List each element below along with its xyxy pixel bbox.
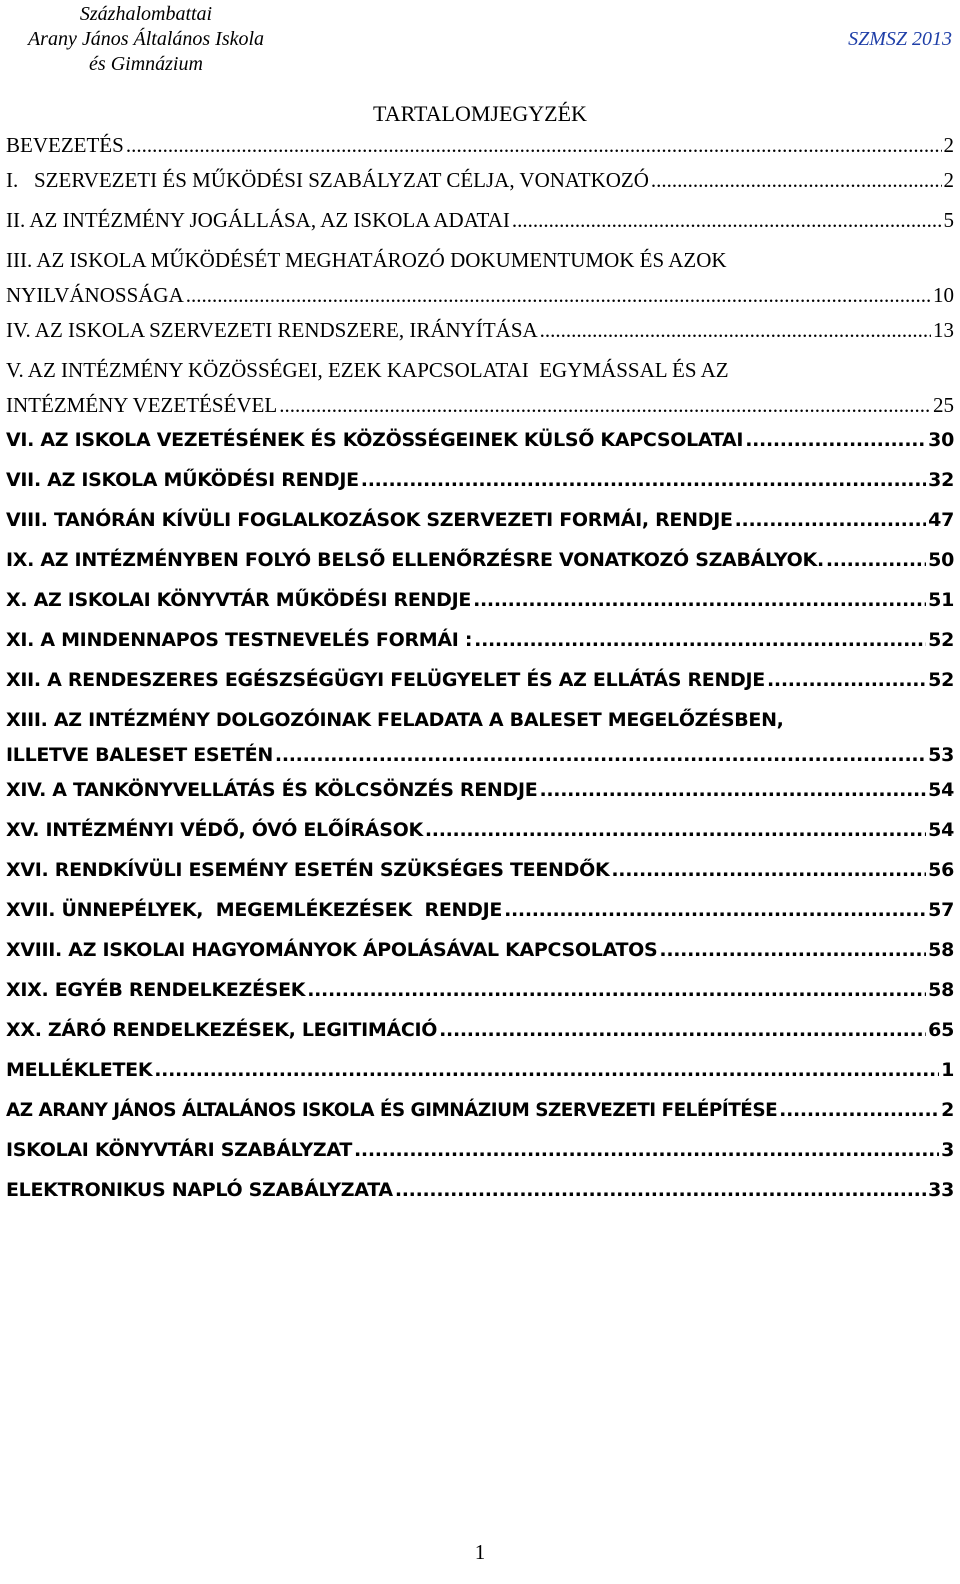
toc-entry-title: X. AZ ISKOLAI KÖNYVTÁR MŰKÖDÉSI RENDJE: [6, 589, 472, 611]
school-name-line3: és Gimnázium: [89, 53, 203, 75]
leader-dots: [354, 1130, 939, 1170]
toc-entry-page: 56: [928, 859, 954, 881]
page-number: 1: [474, 1540, 486, 1564]
toc-entry-page: 58: [928, 939, 954, 961]
toc-entry-page: 33: [928, 1179, 954, 1201]
toc-entry-xi[interactable]: [6, 620, 954, 660]
toc-entry-xx[interactable]: [6, 1010, 954, 1050]
toc-entry-xvii[interactable]: [6, 890, 954, 930]
toc-entry-xvi[interactable]: [6, 850, 954, 890]
toc-entry-title: II. AZ INTÉZMÉNY JOGÁLLÁSA, AZ ISKOLA ADATAI: [6, 208, 510, 232]
toc-entry-page: 1: [941, 1059, 954, 1081]
toc-entry-iii[interactable]: [6, 240, 954, 310]
toc-entry-page: 2: [941, 1099, 954, 1121]
toc-entry-title: MELLÉKLETEK: [6, 1059, 153, 1081]
page-header: [0, 0, 960, 80]
leader-dots: [767, 660, 926, 700]
toc-entry-xviii[interactable]: [6, 930, 954, 970]
toc-entry-title: IV. AZ ISKOLA SZERVEZETI RENDSZERE, IRÁNYÍTÁSA: [6, 318, 538, 342]
toc-entry-title: VII. AZ ISKOLA MŰKÖDÉSI RENDJE: [6, 469, 359, 491]
toc-entry-xiv[interactable]: [6, 770, 954, 810]
toc-entry-page: 2: [943, 168, 954, 192]
toc-entry-vii[interactable]: [6, 460, 954, 500]
toc-entry-vi[interactable]: [6, 420, 954, 460]
table-of-contents: [6, 130, 954, 1210]
leader-dots: [154, 1050, 939, 1090]
toc-entry-iv[interactable]: [6, 310, 954, 350]
school-name-line2: Arany János Általános Iskola: [27, 28, 265, 50]
toc-entry-ii[interactable]: [6, 200, 954, 240]
toc-entry-page: 52: [928, 669, 954, 691]
toc-entry-page: 50: [928, 549, 954, 571]
toc-entry-title: XII. A RENDESZERES EGÉSZSÉGÜGYI FELÜGYELET ÉS AZ ELLÁTÁS RENDJE: [6, 669, 765, 691]
toc-entry-page: 25: [933, 393, 954, 417]
toc-entry-szervezeti-felepites[interactable]: [6, 1090, 954, 1130]
toc-entry-title: V. AZ INTÉZMÉNY KÖZÖSSÉGEI, EZEK KAPCSOLATAI EGYMÁSSAL ÉS AZ: [6, 358, 729, 382]
leader-dots: [126, 130, 942, 160]
school-name-block: [6, 2, 286, 77]
toc-entry-title: XIX. EGYÉB RENDELKEZÉSEK: [6, 979, 306, 1001]
leader-dots: [651, 160, 942, 200]
document-code: SZMSZ 2013: [848, 28, 952, 50]
toc-entry-page: 5: [943, 208, 954, 232]
toc-entry-viii[interactable]: [6, 500, 954, 540]
toc-entry-page: 2: [943, 133, 954, 157]
toc-entry-title-cont: ILLETVE BALESET ESETÉN: [6, 744, 273, 766]
toc-entry-page: 32: [928, 469, 954, 491]
toc-entry-title: BEVEZETÉS: [6, 133, 124, 157]
leader-dots: [540, 310, 931, 350]
leader-dots: [826, 540, 926, 580]
toc-entry-page: 3: [941, 1139, 954, 1161]
toc-entry-page: 53: [928, 744, 954, 766]
leader-dots: [279, 390, 931, 420]
toc-entry-xii[interactable]: [6, 660, 954, 700]
toc-entry-page: 52: [928, 629, 954, 651]
toc-entry-page: 57: [928, 899, 954, 921]
leader-dots: [361, 460, 926, 500]
toc-entry-mellekletek[interactable]: [6, 1050, 954, 1090]
leader-dots: [735, 500, 927, 540]
toc-entry-title: XVI. RENDKÍVÜLI ESEMÉNY ESETÉN SZÜKSÉGES TEENDŐK: [6, 859, 610, 881]
toc-entry-i[interactable]: [6, 160, 954, 200]
toc-entry-title: I. SZERVEZETI ÉS MŰKÖDÉSI SZABÁLYZAT CÉLJA, VONATKOZÓ: [6, 168, 649, 192]
toc-entry-page: 30: [928, 429, 954, 451]
leader-dots: [611, 850, 926, 890]
toc-entry-page: 54: [928, 819, 954, 841]
toc-entry-title: XVIII. AZ ISKOLAI HAGYOMÁNYOK ÁPOLÁSÁVAL KAPCSOLATOS: [6, 939, 658, 961]
leader-dots: [186, 280, 931, 310]
toc-entry-page: 54: [928, 779, 954, 801]
leader-dots: [473, 580, 926, 620]
toc-entry-page: 58: [928, 979, 954, 1001]
toc-entry-v[interactable]: [6, 350, 954, 420]
leader-dots: [745, 420, 926, 460]
leader-dots: [659, 930, 926, 970]
toc-entry-title: XIV. A TANKÖNYVELLÁTÁS ÉS KÖLCSÖNZÉS RENDJE: [6, 779, 538, 801]
toc-title: TARTALOMJEGYZÉK: [373, 101, 587, 126]
toc-entry-ix[interactable]: [6, 540, 954, 580]
toc-entry-xiii[interactable]: [6, 700, 954, 770]
toc-entry-page: 65: [928, 1019, 954, 1041]
toc-entry-page: 10: [933, 283, 954, 307]
leader-dots: [275, 740, 926, 770]
leader-dots: [439, 1010, 926, 1050]
toc-entry-page: 51: [928, 589, 954, 611]
toc-entry-title: AZ ARANY JÁNOS ÁLTALÁNOS ISKOLA ÉS GIMNÁZIUM SZERVEZETI FELÉPÍTÉSE: [6, 1100, 778, 1121]
toc-entry-title: XVII. ÜNNEPÉLYEK, MEGEMLÉKEZÉSEK RENDJE: [6, 899, 503, 921]
toc-entry-title-cont: INTÉZMÉNY VEZETÉSÉVEL: [6, 393, 278, 417]
toc-entry-xix[interactable]: [6, 970, 954, 1010]
leader-dots: [425, 810, 926, 850]
toc-entry-title: IX. AZ INTÉZMÉNYBEN FOLYÓ BELSŐ ELLENŐRZÉSRE VONATKOZÓ SZABÁLYOK.: [6, 549, 824, 571]
toc-entry-title: XI. A MINDENNAPOS TESTNEVELÉS FORMÁI :: [6, 629, 473, 651]
toc-entry-title-cont: NYILVÁNOSSÁGA: [6, 283, 184, 307]
toc-entry-title: ELEKTRONIKUS NAPLÓ SZABÁLYZATA: [6, 1179, 393, 1201]
toc-entry-elektronikus-naplo[interactable]: [6, 1170, 954, 1210]
toc-entry-title: VI. AZ ISKOLA VEZETÉSÉNEK ÉS KÖZÖSSÉGEINEK KÜLSŐ KAPCSOLATAI: [6, 429, 744, 451]
school-name-line1: Százhalombattai: [79, 3, 213, 25]
toc-entry-title: XIII. AZ INTÉZMÉNY DOLGOZÓINAK FELADATA A BALESET MEGELŐZÉSBEN,: [6, 709, 784, 731]
leader-dots: [395, 1170, 926, 1210]
toc-entry-xv[interactable]: [6, 810, 954, 850]
toc-entry-title: III. AZ ISKOLA MŰKÖDÉSÉT MEGHATÁROZÓ DOKUMENTUMOK ÉS AZOK: [6, 248, 727, 272]
toc-entry-title: XV. INTÉZMÉNYI VÉDŐ, ÓVÓ ELŐÍRÁSOK: [6, 819, 423, 841]
leader-dots: [504, 890, 926, 930]
toc-entry-konyvtari-szabalyzat[interactable]: [6, 1130, 954, 1170]
toc-entry-page: 47: [928, 509, 954, 531]
toc-entry-page: 13: [933, 318, 954, 342]
toc-entry-bevezetes[interactable]: [6, 130, 954, 160]
leader-dots: [539, 770, 926, 810]
toc-entry-title: VIII. TANÓRÁN KÍVÜLI FOGLALKOZÁSOK SZERVEZETI FORMÁI, RENDJE: [6, 509, 733, 531]
leader-dots: [307, 970, 926, 1010]
leader-dots: [779, 1090, 939, 1130]
toc-entry-title: XX. ZÁRÓ RENDELKEZÉSEK, LEGITIMÁCIÓ: [6, 1019, 438, 1041]
leader-dots: [512, 200, 942, 240]
toc-entry-x[interactable]: [6, 580, 954, 620]
toc-entry-title: ISKOLAI KÖNYVTÁRI SZABÁLYZAT: [6, 1139, 352, 1161]
leader-dots: [474, 620, 926, 660]
